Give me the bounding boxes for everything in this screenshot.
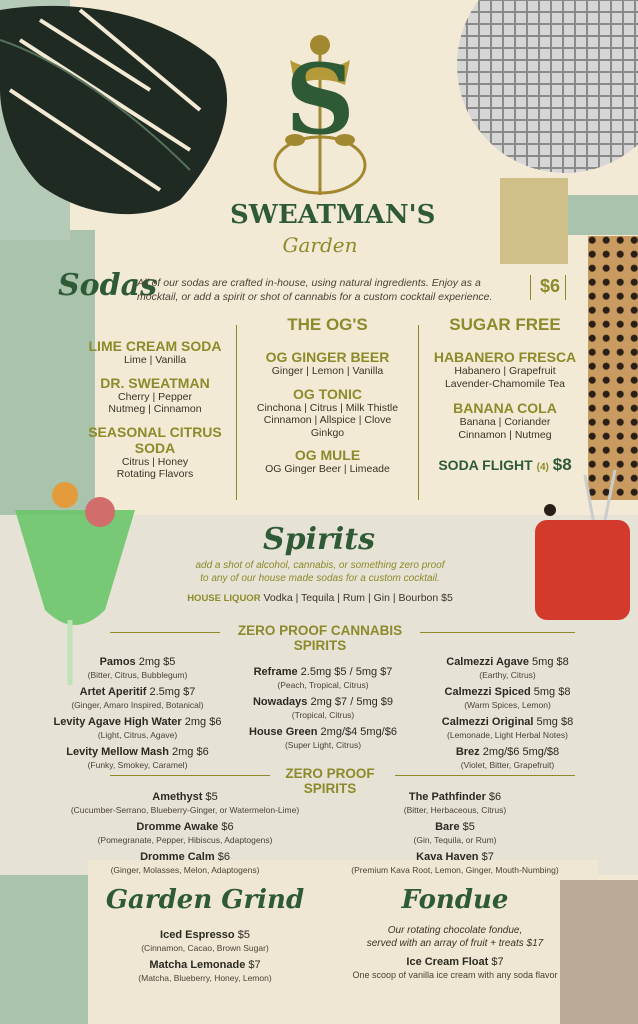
menu-item: Brez 2mg/$6 5mg/$8 (Violet, Bitter, Grapefruit) bbox=[455, 746, 560, 770]
soda-flavors: Banana | Coriander bbox=[459, 416, 551, 428]
soda-flavors: Habanero | Grapefruit bbox=[454, 365, 556, 377]
column-heading-ogs: THE OG'S bbox=[287, 315, 368, 334]
leopard-print-panel bbox=[588, 236, 638, 500]
soda-flight-price: $8 bbox=[552, 455, 572, 474]
zero-proof-column-1 bbox=[50, 787, 320, 875]
soda-flavors: Cinnamon | Nutmeg bbox=[458, 428, 552, 441]
soda-item bbox=[425, 349, 585, 390]
menu-item: Matcha Lemonade $7 (Matcha, Blueberry, Honey, Lemon) bbox=[138, 959, 272, 983]
spirits-title: Spirits bbox=[263, 522, 375, 557]
fondue-description-line1: Our rotating chocolate fondue, bbox=[387, 925, 523, 936]
soda-flavors: Ginger | Lemon | Vanilla bbox=[271, 365, 384, 377]
cannabis-column-3 bbox=[420, 652, 595, 770]
soda-flavors: Rotating Flavors bbox=[116, 468, 194, 480]
soda-flavors: Nutmeg | Cinnamon bbox=[108, 403, 202, 415]
column-heading-sugar-free: SUGAR FREE bbox=[449, 315, 561, 334]
zero-proof-column-2 bbox=[330, 787, 580, 875]
soda-flight-label: SODA FLIGHT bbox=[438, 457, 533, 473]
menu-item: Calmezzi Spiced 5mg $8 (Warm Spices, Lemon) bbox=[444, 686, 571, 710]
soda-name: SEASONAL CITRUS SODA bbox=[88, 423, 222, 456]
zero-proof-spirits-heading: ZERO PROOF SPIRITS bbox=[285, 766, 375, 796]
soda-flavors: Lime | Vanilla bbox=[123, 354, 187, 366]
sodas-price: $6 bbox=[540, 276, 561, 296]
house-liquor-label: HOUSE LIQUOR bbox=[187, 593, 261, 604]
sodas-description-line2: mocktail, or add a spirit or shot of cannabis for a custom cocktail experience. bbox=[137, 291, 493, 303]
cannabis-column-1 bbox=[40, 652, 235, 770]
logo-monogram: S bbox=[285, 43, 355, 156]
menu-item: House Green 2mg/$4 5mg/$6 (Super Light, Citrus) bbox=[249, 726, 397, 750]
soda-flavors: Cinnamon | Allspice | Clove bbox=[263, 414, 392, 426]
menu-item: Iced Espresso $5 (Cinnamon, Cacao, Brown Sugar) bbox=[141, 929, 269, 953]
soda-name: OG GINGER BEER bbox=[265, 349, 390, 365]
soda-flavors: Citrus | Honey bbox=[121, 455, 189, 468]
soda-name: HABANERO FRESCA bbox=[433, 349, 577, 365]
cannabis-spirits-heading: ZERO PROOF CANNABIS SPIRITS bbox=[237, 623, 403, 653]
soda-column-sugar-free bbox=[425, 315, 585, 475]
menu-item: Dromme Awake $6 (Pomegranate, Pepper, Hibiscus, Adaptogens) bbox=[97, 821, 273, 845]
gold-glitter-panel bbox=[500, 178, 568, 264]
soda-column-ogs bbox=[240, 315, 415, 476]
soda-name: OG TONIC bbox=[293, 385, 362, 402]
soda-flavors: Ginkgo bbox=[310, 426, 345, 439]
monstera-leaf-image bbox=[0, 0, 240, 225]
menu-item: Levity Agave High Water 2mg $6 (Light, Citrus, Agave) bbox=[53, 716, 222, 740]
garden-grind-items bbox=[100, 925, 310, 983]
soda-item bbox=[75, 375, 235, 416]
soda-item bbox=[240, 349, 415, 378]
soda-flavors: OG Ginger Beer | Limeade bbox=[265, 463, 390, 475]
garden-grind-title: Garden Grind bbox=[105, 885, 305, 915]
soda-name: LIME CREAM SODA bbox=[88, 338, 222, 354]
house-liquor-items: Vodka | Tequila | Rum | Gin | Bourbon $5 bbox=[263, 592, 453, 604]
soda-flavors: Lavender-Chamomile Tea bbox=[444, 377, 566, 390]
soda-name: BANANA COLA bbox=[453, 400, 557, 416]
sage-panel-right bbox=[568, 195, 638, 235]
soda-name: OG MULE bbox=[294, 447, 361, 463]
menu-item: Dromme Calm $6 (Ginger, Molasses, Melon, Adaptogens) bbox=[110, 851, 260, 875]
disco-ball-image bbox=[455, 0, 638, 185]
menu-item: Nowadays 2mg $7 / 5mg $9 (Tropical, Citrus) bbox=[252, 696, 394, 720]
fondue-description-line2: served with an array of fruit + treats $17 bbox=[366, 938, 544, 949]
menu-item: The Pathfinder $6 (Bitter, Herbaceous, Citrus) bbox=[403, 791, 507, 815]
red-cocktail-image bbox=[525, 470, 638, 630]
soda-flavors: Cinchona | Citrus | Milk Thistle bbox=[256, 401, 399, 414]
menu-item: Amethyst $5 (Cucumber-Serrano, Blueberry-Ginger, or Watermelon-Lime) bbox=[70, 791, 300, 815]
menu-item: Reframe 2.5mg $5 / 5mg $7 (Peach, Tropical, Citrus) bbox=[253, 666, 393, 690]
soda-flavors: Cherry | Pepper bbox=[118, 390, 192, 403]
spirits-description-line1: add a shot of alcohol, cannabis, or something zero proof bbox=[195, 560, 445, 571]
menu-item: Artet Aperitif 2.5mg $7 (Ginger, Amaro Inspired, Botanical) bbox=[71, 686, 204, 710]
soda-item bbox=[240, 447, 415, 476]
brand-subtitle: Garden bbox=[282, 233, 358, 257]
house-liquor-row bbox=[150, 592, 490, 604]
menu-item: Bare $5 (Gin, Tequila, or Rum) bbox=[413, 821, 497, 845]
menu-item: Pamos 2mg $5 (Bitter, Citrus, Bubblegum) bbox=[87, 656, 188, 680]
fondue-title: Fondue bbox=[401, 885, 509, 915]
ice-cream-float: Ice Cream Float $7 One scoop of vanilla ice cream with any soda flavor bbox=[352, 956, 558, 980]
soda-item bbox=[75, 424, 235, 481]
soda-item bbox=[425, 400, 585, 441]
menu-item: Kava Haven $7 (Premium Kava Root, Lemon, Ginger, Mouth-Numbing) bbox=[351, 851, 559, 875]
soda-item bbox=[240, 386, 415, 440]
soda-column-classic bbox=[75, 338, 235, 481]
soda-flight-count: (4) bbox=[536, 462, 549, 473]
menu-item: Calmezzi Original 5mg $8 (Lemonade, Light Herbal Notes) bbox=[441, 716, 574, 740]
soda-name: DR. SWEATMAN bbox=[100, 374, 210, 391]
brand-name: SWEATMAN'S bbox=[230, 200, 436, 230]
spirits-description-line2: to any of our house made sodas for a custom cocktail. bbox=[200, 573, 440, 584]
sodas-description-line1: All of our sodas are crafted in-house, using natural ingredients. Enjoy as a bbox=[137, 277, 481, 289]
menu-item: Calmezzi Agave 5mg $8 (Earthy, Citrus) bbox=[446, 656, 569, 680]
menu-item: Levity Mellow Mash 2mg $6 (Funky, Smokey, Caramel) bbox=[66, 746, 209, 770]
cannabis-column-2 bbox=[238, 662, 408, 750]
soda-item bbox=[75, 338, 235, 367]
sodas-title: Sodas bbox=[58, 268, 157, 303]
